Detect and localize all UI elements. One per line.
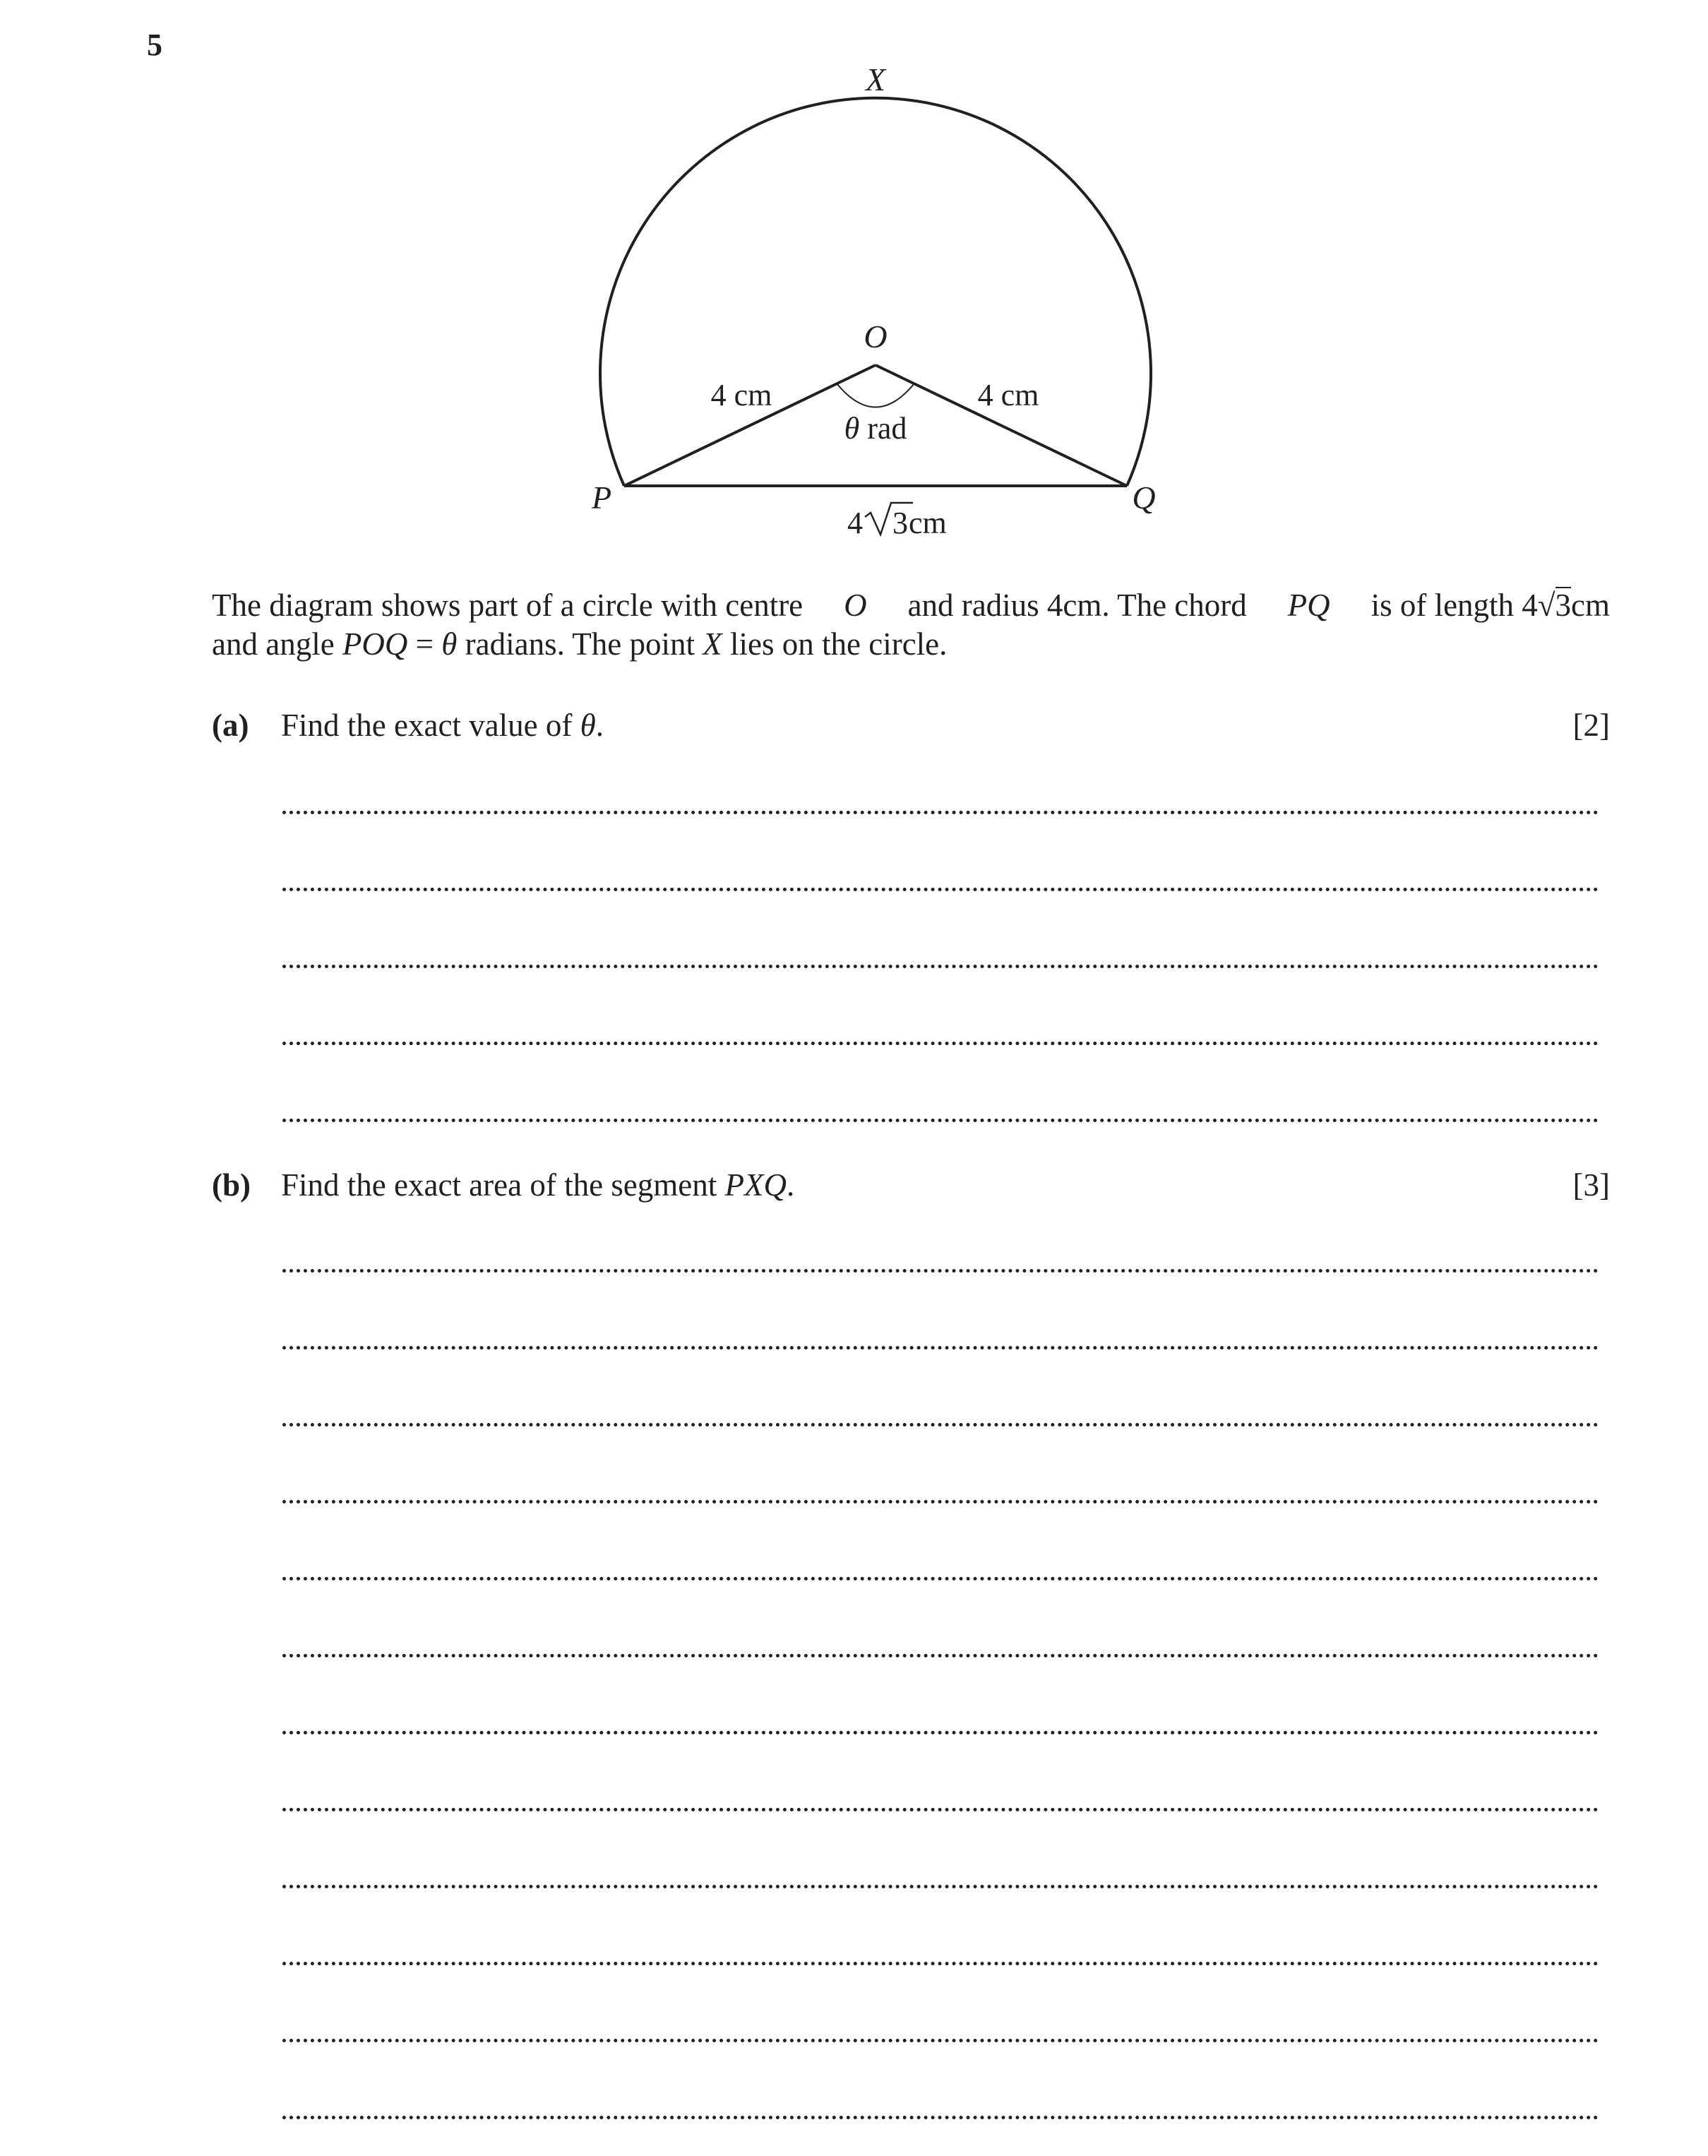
label-q: Q (1132, 480, 1156, 516)
circle-diagram (0, 0, 1708, 565)
label-angle (844, 411, 907, 446)
angle-theta: θ (844, 411, 860, 446)
answer-line[interactable] (282, 1042, 1599, 1045)
label-radius-left: 4 cm (710, 378, 772, 412)
answer-line[interactable] (282, 1577, 1599, 1580)
angle-arc (837, 383, 914, 407)
part-a-label: (a) (212, 708, 249, 743)
intro-l2-poq: POQ (342, 626, 408, 662)
part-a-marks: [2] (1572, 708, 1610, 743)
answer-line[interactable] (282, 1808, 1599, 1811)
intro-l1-b: and radius 4cm. The chord (907, 588, 1247, 623)
part-a-end: . (595, 708, 604, 743)
intro-l2-c: radians. The point (457, 626, 703, 662)
answer-line[interactable] (282, 1885, 1599, 1888)
question-number: 5 (147, 28, 162, 62)
chord-coef: 4 (847, 506, 863, 540)
question-intro (212, 586, 1610, 664)
intro-line-1 (212, 586, 1610, 625)
answer-line[interactable] (282, 811, 1599, 814)
intro-l2-d: lies on the circle. (722, 626, 948, 662)
chord-root: 3 (892, 506, 908, 540)
part-a-prompt: Find the exact value of (281, 708, 580, 743)
part-b-prompt: Find the exact area of the segment (281, 1167, 725, 1203)
label-radius-right: 4 cm (977, 378, 1039, 412)
intro-l1-pq: PQ (1287, 588, 1330, 623)
angle-unit: rad (859, 411, 907, 446)
answer-line[interactable] (282, 1119, 1599, 1122)
intro-l2-a: and angle (212, 626, 342, 662)
answer-line[interactable] (282, 2039, 1599, 2042)
answer-line[interactable] (282, 1731, 1599, 1734)
part-b-segment: PXQ (724, 1167, 787, 1203)
answer-line[interactable] (282, 965, 1599, 968)
intro-l2-theta: θ (441, 626, 458, 662)
intro-l1-d: cm (1571, 588, 1610, 623)
answer-line[interactable] (282, 1346, 1599, 1350)
part-b-label: (b) (212, 1167, 251, 1203)
label-p: P (591, 480, 612, 516)
intro-l1-o: O (844, 588, 867, 623)
intro-l1-c-text: is of length 4 (1370, 588, 1538, 623)
chord-unit: cm (909, 506, 947, 540)
intro-l1-c: is of length 4√3cm (1370, 588, 1610, 623)
answer-line[interactable] (282, 1423, 1599, 1427)
intro-l2-b: = (407, 626, 442, 662)
answer-line[interactable] (282, 1500, 1599, 1503)
intro-l2-x: X (703, 626, 722, 662)
label-chord-length (847, 503, 947, 540)
intro-l1-root: 3 (1555, 588, 1572, 623)
answer-line[interactable] (282, 1269, 1599, 1273)
answer-line[interactable] (282, 1654, 1599, 1657)
label-o: O (864, 318, 888, 355)
label-x: X (865, 61, 886, 97)
intro-line-2 (212, 625, 1610, 664)
part-a-theta: θ (580, 708, 596, 743)
part-b-marks: [3] (1572, 1167, 1610, 1203)
intro-l1-a: The diagram shows part of a circle with centre (212, 588, 804, 623)
part-a-text (281, 706, 604, 745)
answer-line[interactable] (282, 888, 1599, 891)
part-b-text (281, 1166, 794, 1205)
answer-line[interactable] (282, 2116, 1599, 2119)
part-b-end: . (787, 1167, 795, 1203)
answer-line[interactable] (282, 1962, 1599, 1965)
